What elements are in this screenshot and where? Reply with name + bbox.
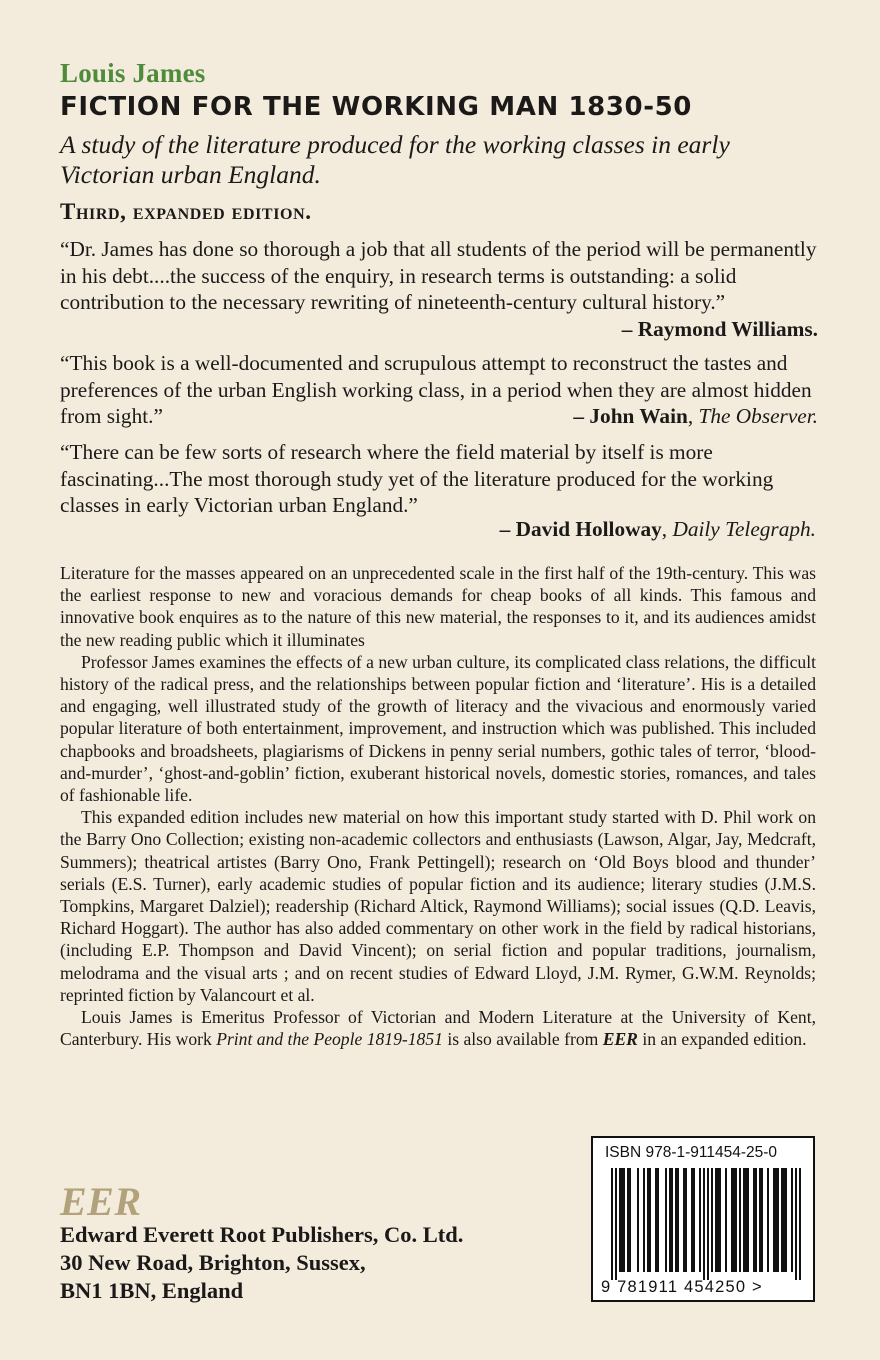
barcode-bar bbox=[665, 1168, 667, 1272]
barcode-bar bbox=[785, 1168, 787, 1272]
barcode-bar bbox=[717, 1168, 719, 1272]
barcode-bar bbox=[677, 1168, 679, 1272]
publisher-abbrev: EER bbox=[602, 1029, 638, 1050]
publication-name: Daily Telegraph. bbox=[672, 517, 816, 541]
quote-text: “There can be few sorts of research where the field material by itself is more fascinating...The most thorough study yet of the literature produced for the working classes in early Victorian urban England.” bbox=[60, 440, 774, 517]
barcode-bar bbox=[699, 1168, 701, 1272]
barcode-bar bbox=[799, 1168, 801, 1280]
quote-text: “This book is a well-documented and scrupulous attempt to reconstruct the tastes and preferences of the urban English working class, in a period when they are almost hidden from sight.” bbox=[60, 351, 812, 428]
barcode-bar bbox=[733, 1168, 735, 1272]
isbn-label: ISBN 978-1-911454-25-0 bbox=[605, 1144, 778, 1161]
isbn-barcode bbox=[591, 1136, 815, 1302]
barcode-bar bbox=[643, 1168, 645, 1272]
barcode-bar bbox=[777, 1168, 779, 1272]
barcode-bar bbox=[715, 1168, 717, 1272]
barcode-bar bbox=[767, 1168, 769, 1272]
publisher-address bbox=[60, 1221, 463, 1305]
review-quote-3 bbox=[60, 439, 818, 519]
author-name: Louis James bbox=[60, 58, 206, 88]
publisher-name: Edward Everett Root Publishers, Co. Ltd. bbox=[60, 1222, 464, 1247]
reviewer-name: Raymond Williams. bbox=[637, 316, 818, 341]
description-paragraph-1: Literature for the masses appeared on an unprecedented scale in the first half of the 19th-century. This was the earliest response to new and voracious demands for cheap books of all kinds. This famous and innovative book enquires as to the nature of this new material, the responses to it, and its audiences amidst the new reading public which it illuminates bbox=[60, 563, 816, 650]
barcode-bar bbox=[731, 1168, 733, 1272]
barcode-bar bbox=[693, 1168, 695, 1272]
quote-attribution: – David Holloway, Daily Telegraph. bbox=[499, 517, 816, 541]
barcode-bar bbox=[711, 1168, 713, 1272]
barcode-bar bbox=[725, 1168, 727, 1272]
barcode-bar bbox=[611, 1168, 613, 1280]
barcode-bar bbox=[649, 1168, 651, 1272]
barcode-bar bbox=[743, 1168, 745, 1272]
publisher-logo: EER bbox=[60, 1179, 142, 1224]
barcode-bar bbox=[655, 1168, 657, 1272]
barcode-bar bbox=[707, 1168, 709, 1280]
reviewer-name: David Holloway bbox=[515, 517, 662, 541]
barcode-bar bbox=[783, 1168, 785, 1272]
barcode-bar bbox=[629, 1168, 631, 1272]
barcode-bar bbox=[619, 1168, 621, 1272]
review-quote-1 bbox=[60, 236, 818, 342]
barcode-bar bbox=[691, 1168, 693, 1272]
description-body bbox=[60, 562, 816, 1050]
barcode-bar bbox=[615, 1168, 617, 1280]
barcode-bar bbox=[791, 1168, 793, 1272]
description-paragraph-2: Professor James examines the effects of a new urban culture, its complicated class relations, the difficult history of the radical press, and the relationships between popular fiction and ‘literature’. His is a detailed and engaging, well illustrated study of the growth of literacy and the vivacious and enormously varied popular literature of both entertainment, improvement, and instruction which was published. This included chapbooks and broadsheets, plagiarisms of Dickens in penny serial numbers, gothic tales of terror, ‘blood-and-murder’, ‘ghost-and-goblin’ fiction, exuberant historical novels, domestic stories, romances, and tales of fashionable life. bbox=[60, 651, 816, 806]
related-book-title: Print and the People 1819-1851 bbox=[216, 1029, 443, 1050]
barcode-bar bbox=[621, 1168, 623, 1272]
barcode-bar bbox=[761, 1168, 763, 1272]
barcode-bars bbox=[601, 1168, 807, 1280]
description-paragraph-3: This expanded edition includes new material on how this important study started with D. Phil work on the Barry Ono Collection; existing non-academic collectors and enthusiasts (Lawson, Algar, Jay, Medcraft, Summers); theatrical artistes (Barry Ono, Frank Pettingell); research on ‘Old Boys blood and thunder’ serials (E.S. Turner), early academic studies of popular fiction and its audience; literary studies (J.M.S. Tompkins, Margaret Dalziel); readership (Richard Altick, Raymond Williams); social issues (Q.D. Leavis, Richard Hoggart). The author has also added commentary on other work in the field by radical historians, (including E.P. Thompson and David Vincent); on serial fiction and popular traditions, journalism, melodrama and the visual arts ; and on recent studies of Edward Lloyd, J.M. Rymer, G.W.M. Reynolds; reprinted fiction by Valancourt et al. bbox=[60, 807, 816, 1005]
barcode-bar bbox=[735, 1168, 737, 1272]
barcode-bar bbox=[637, 1168, 639, 1272]
barcode-bar bbox=[671, 1168, 673, 1272]
publisher-street: 30 New Road, Brighton, Sussex, bbox=[60, 1250, 366, 1275]
barcode-bar bbox=[719, 1168, 721, 1272]
book-subtitle: A study of the literature produced for the working classes in early Victorian urban England. bbox=[60, 130, 730, 189]
publisher-postcode: BN1 1BN, England bbox=[60, 1278, 244, 1303]
barcode-bar bbox=[683, 1168, 685, 1272]
barcode-bar bbox=[703, 1168, 705, 1280]
reviewer-name: John Wain bbox=[589, 404, 688, 428]
barcode-bar bbox=[647, 1168, 649, 1272]
barcode-bar bbox=[781, 1168, 783, 1272]
barcode-bar bbox=[747, 1168, 749, 1272]
barcode-bar bbox=[755, 1168, 757, 1272]
barcode-digits: 9 781911 454250 > bbox=[601, 1278, 763, 1296]
barcode-bar bbox=[759, 1168, 761, 1272]
barcode-bar bbox=[675, 1168, 677, 1272]
barcode-bar bbox=[795, 1168, 797, 1280]
barcode-bar bbox=[685, 1168, 687, 1272]
review-quote-2 bbox=[60, 350, 818, 430]
barcode-bar bbox=[669, 1168, 671, 1272]
author-bio-paragraph: Louis James is Emeritus Professor of Victorian and Modern Literature at the University of Kent, Canterbury. His work Print and the People 1819-1851 is also available from EER in an expanded edition. bbox=[60, 1007, 816, 1050]
barcode-bar bbox=[775, 1168, 777, 1272]
book-title: FICTION FOR THE WORKING MAN 1830-50 bbox=[60, 92, 692, 122]
barcode-bar bbox=[753, 1168, 755, 1272]
barcode-bar bbox=[657, 1168, 659, 1272]
quote-text: “Dr. James has done so thorough a job that all students of the period will be permanently in his debt....the success of the enquiry, in research terms is outstanding: a solid contribution to the necessary rewriting of nineteenth-century cultural history.” bbox=[60, 237, 817, 314]
publication-name: The Observer. bbox=[698, 404, 818, 428]
quote-attribution: – Raymond Williams. bbox=[621, 316, 818, 341]
barcode-bar bbox=[745, 1168, 747, 1272]
edition-label: Third, expanded edition. bbox=[60, 199, 312, 224]
barcode-bar bbox=[739, 1168, 741, 1272]
barcode-bar bbox=[627, 1168, 629, 1272]
quote-attribution: – John Wain, The Observer. bbox=[573, 404, 818, 428]
barcode-bar bbox=[773, 1168, 775, 1272]
barcode-bar bbox=[623, 1168, 625, 1272]
